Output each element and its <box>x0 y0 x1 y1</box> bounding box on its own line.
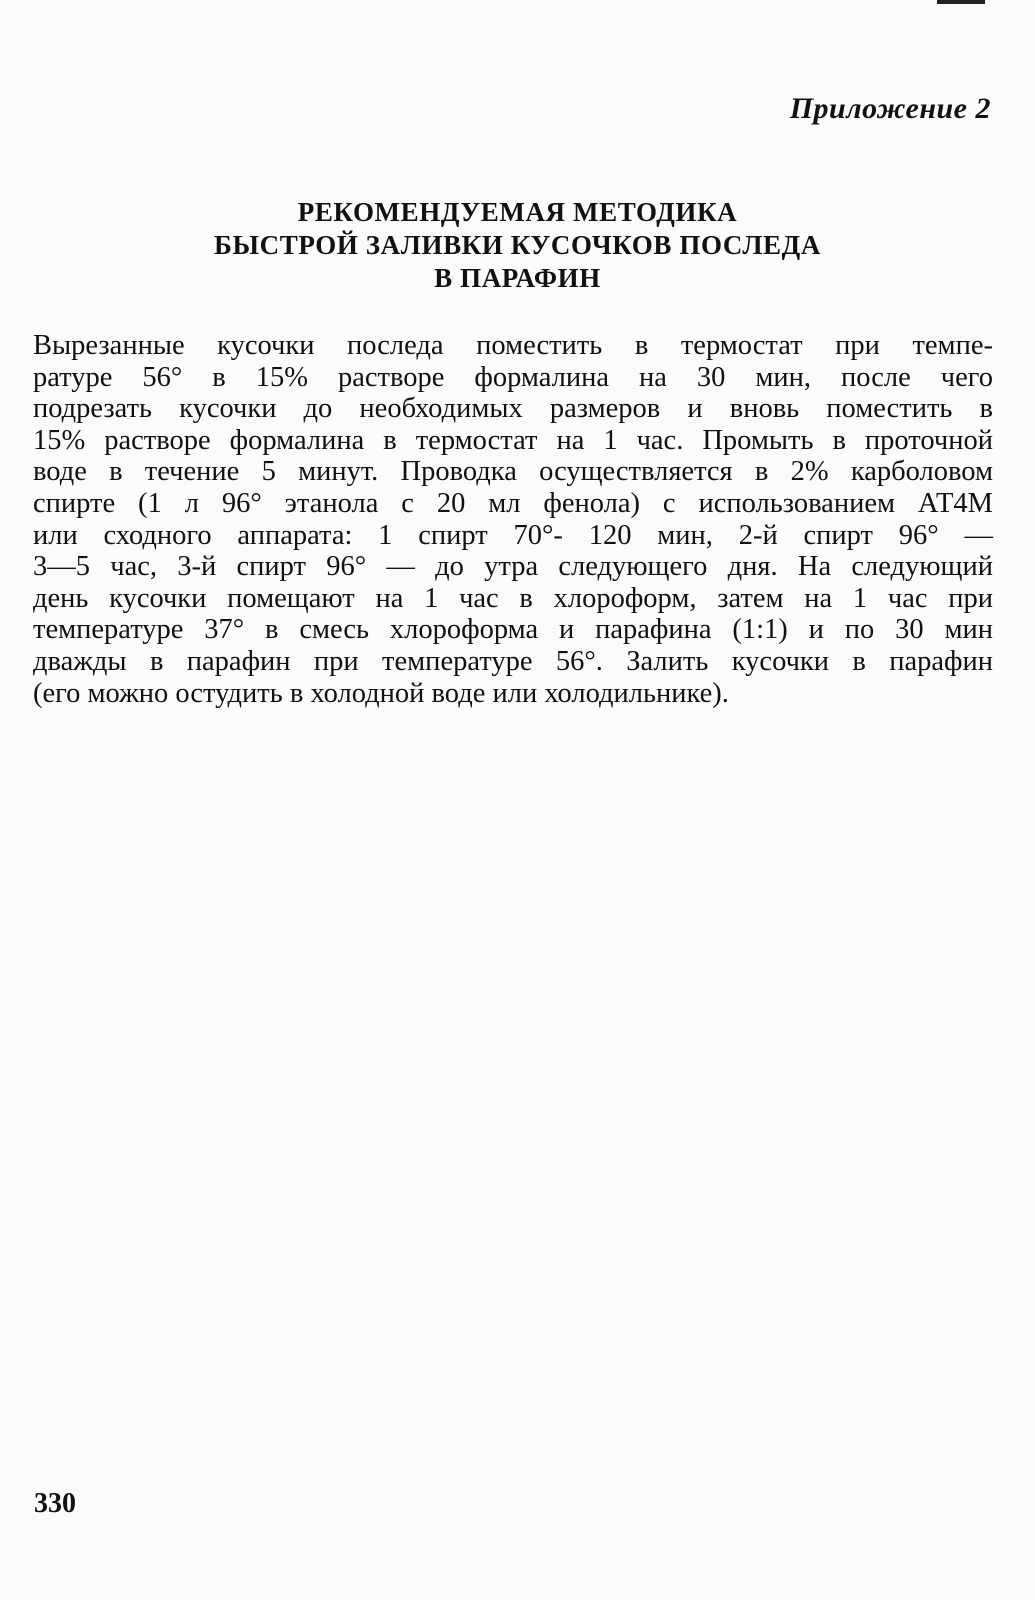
title-line: В ПАРАФИН <box>434 263 601 293</box>
paragraph-line: Вырезанные кусочки последа поместить в термостат при темпе- <box>33 330 993 361</box>
paragraph-line: или сходного аппарата: 1 спирт 70°- 120 мин, 2-й спирт 96° — <box>33 519 993 551</box>
title-line: РЕКОМЕНДУЕМАЯ МЕТОДИКА <box>297 197 738 227</box>
paragraph-line: температуре 37° в смесь хлороформа и парафина (1:1) и по 30 мин <box>33 614 993 646</box>
paragraph-line: дважды в парафин при температуре 56°. Залить кусочки в парафин <box>33 645 993 677</box>
title-line: БЫСТРОЙ ЗАЛИВКИ КУСОЧКОВ ПОСЛЕДА <box>214 230 821 260</box>
paragraph-line: спирте (1 л 96° этанола с 20 мл фенола) с использованием АТ4М <box>33 487 993 519</box>
paragraph-line: воде в течение 5 минут. Проводка осуществляется в 2% карболовом <box>33 456 993 488</box>
paragraph-line: день кусочки помещают на 1 час в хлороформ, затем на 1 час при <box>33 582 993 614</box>
paragraph-line: подрезать кусочки до необходимых размеров и вновь поместить в <box>33 393 993 425</box>
paragraph-line: 3—5 час, 3-й спирт 96° — до утра следующего дня. На следующий <box>33 551 993 583</box>
document-title <box>0 196 1035 295</box>
page-number: 330 <box>34 1488 76 1519</box>
paragraph-line: ратуре 56° в 15% растворе формалина на 30 мин, после чего <box>33 361 993 393</box>
body-paragraph <box>33 330 993 709</box>
paragraph-line: (его можно остудить в холодной воде или холодильнике). <box>33 677 729 709</box>
appendix-label: Приложение 2 <box>789 92 991 125</box>
paragraph-line: 15% растворе формалина в термостат на 1 час. Промыть в проточной <box>33 424 993 456</box>
top-rule <box>937 0 985 4</box>
